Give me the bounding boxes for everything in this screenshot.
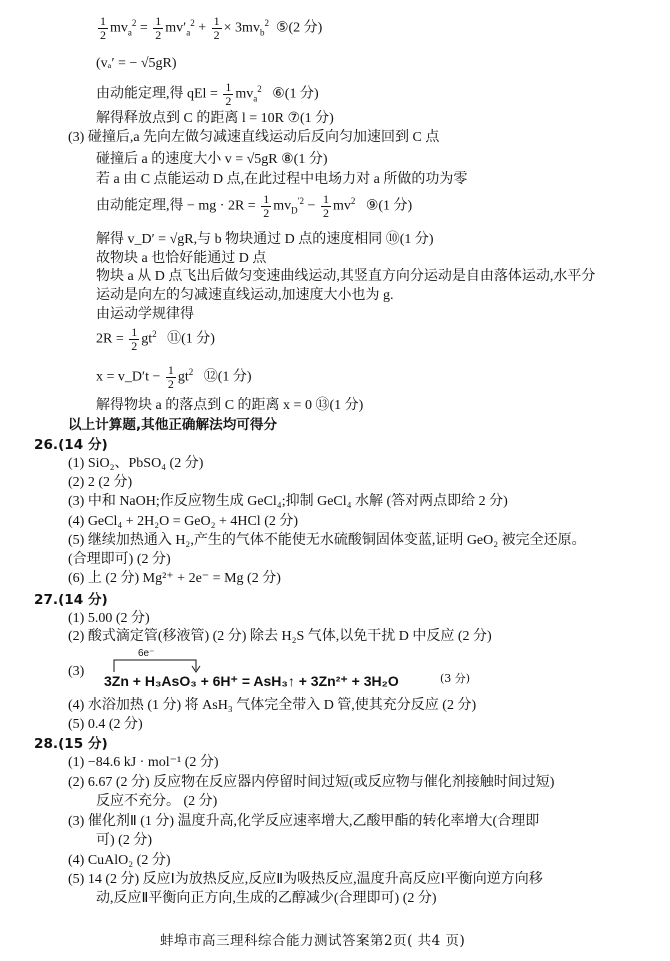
answer-line: 反应不充分。 (2 分) bbox=[96, 794, 218, 809]
answer-line: (1) 5.00 (2 分) bbox=[68, 611, 150, 626]
answer-line: (4) 水浴加热 (1 分) 将 AsH₃ 气体完全带入 D 管,使其充分反应 (2 分) bbox=[68, 698, 477, 713]
equation-line: 2R = $\frac{1}{2}$ $gt^2$ ⑪(1 分) bbox=[96, 324, 215, 353]
page-footer: 蚌埠市高三理科综合能力测试答案第2页( 共4 页) bbox=[160, 933, 466, 949]
question-heading: 26.(14 分) bbox=[34, 437, 108, 453]
electron-transfer-arrow bbox=[112, 657, 202, 673]
answer-line: (3) 中和 NaOH;作反应物生成 GeCl₄;抑制 GeCl₄ 水解 (答对两点即给 2 分) bbox=[68, 494, 508, 509]
answer-line: 解得释放点到 C 的距离 l = 10R ⑦(1 分) bbox=[96, 111, 334, 126]
question-heading: 27.(14 分) bbox=[34, 592, 108, 608]
equation-line: 由动能定理,得 − mg · 2R = $\frac{1}{2}$ $mv_D^{'2}$ − $\frac{1}{2}$ $mv^2$ ⑨(1 分) bbox=[96, 191, 413, 220]
answer-line: (2) 6.67 (2 分) 反应物在反应器内停留时间过短(或反应物与催化剂接触时间过短) bbox=[68, 775, 555, 790]
answer-line: (4) CuAlO₂ (2 分) bbox=[68, 853, 171, 868]
answer-line: (6) 上 (2 分) Mg²⁺ + 2e⁻ = Mg (2 分) bbox=[68, 571, 281, 586]
answer-line: (5) 0.4 (2 分) bbox=[68, 717, 143, 732]
answer-line: (1) −84.6 kJ · mol⁻¹ (2 分) bbox=[68, 755, 219, 770]
answer-line: 物块 a 从 D 点飞出后做匀变速曲线运动,其竖直方向分运动是自由落体运动,水平分 bbox=[96, 269, 596, 284]
answer-line: 若 a 由 C 点能运动 D 点,在此过程中电场力对 a 所做的功为零 bbox=[96, 172, 468, 187]
answer-line: (5) 继续加热通入 H₂,产生的气体不能使无水硫酸铜固体变蓝,证明 GeO₂ 被完全还原。 bbox=[68, 533, 586, 548]
answer-line: (合理即可) (2 分) bbox=[68, 552, 171, 567]
score-tag: ⑤(2 分) bbox=[275, 20, 323, 36]
answer-line: (2) 2 (2 分) bbox=[68, 475, 133, 490]
redox-equation: 3Zn + H₃AsO₃ + 6H⁺ = AsH₃↑ + 3Zn²⁺ + 3H₂O bbox=[104, 673, 399, 689]
answer-line: (3) 催化剂Ⅱ (1 分) 温度升高,化学反应速率增大,乙酸甲酯的转化率增大(合理即 bbox=[68, 814, 540, 829]
answer-line: 解得 v_D′ = √gR,与 b 物块通过 D 点的速度相同 ⑩(1 分) bbox=[96, 232, 434, 247]
answer-line: 解得物块 a 的落点到 C 的距离 x = 0 ⑬(1 分) bbox=[96, 398, 364, 413]
answer-label: (3) bbox=[68, 664, 85, 679]
equation-momentum-energy: $\frac{1}{2}$ $mv_a^2$ = $\frac{1}{2}$ $mv'_a^2$ + $\frac{1}{2}$ × $3mv_b^2$ ⑤(2 分) bbox=[100, 13, 323, 42]
answer-line: 动,反应Ⅱ平衡向正方向,生成的乙醇减少(合理即可) (2 分) bbox=[96, 891, 437, 906]
answer-line: (1) SiO₂、PbSO₄ (2 分) bbox=[68, 456, 204, 471]
score-tag: (3 分) bbox=[440, 672, 471, 685]
question-heading: 28.(15 分) bbox=[34, 736, 108, 752]
answer-line: 由运动学规律得 bbox=[96, 307, 194, 322]
answer-line: (vₐ′ = − √5gR) bbox=[96, 56, 177, 71]
equation-line: 由动能定理,得 qEl = $\frac{1}{2}$ $mv_a^2$ ⑥(1 分) bbox=[96, 79, 319, 108]
answer-line: (5) 14 (2 分) 反应Ⅰ为放热反应,反应Ⅱ为吸热反应,温度升高反应Ⅰ平衡向逆方向移 bbox=[68, 872, 543, 887]
answer-line: 碰撞后 a 的速度大小 v = √5gR ⑧(1 分) bbox=[96, 152, 328, 167]
answer-line: (4) GeCl₄ + 2H₂O = GeO₂ + 4HCl (2 分) bbox=[68, 514, 299, 529]
equation-line: x = v_D′t − $\frac{1}{2}$ $gt^2$ ⑫(1 分) bbox=[96, 362, 252, 391]
sub-question: (3) 碰撞后,a 先向左做匀减速直线运动后反向匀加速回到 C 点 bbox=[68, 130, 440, 145]
answer-line: 可) (2 分) bbox=[96, 833, 152, 848]
answer-line: 运动是向左的匀减速直线运动,加速度大小也为 g. bbox=[96, 288, 394, 303]
electron-transfer-label: 6e⁻ bbox=[138, 648, 155, 659]
note-line: 以上计算题,其他正确解法均可得分 bbox=[68, 417, 278, 433]
answer-line: 故物块 a 也恰好能通过 D 点 bbox=[96, 251, 267, 266]
answer-line: (2) 酸式滴定管(移液管) (2 分) 除去 H₂S 气体,以免干扰 D 中反应 (2 分) bbox=[68, 629, 492, 644]
